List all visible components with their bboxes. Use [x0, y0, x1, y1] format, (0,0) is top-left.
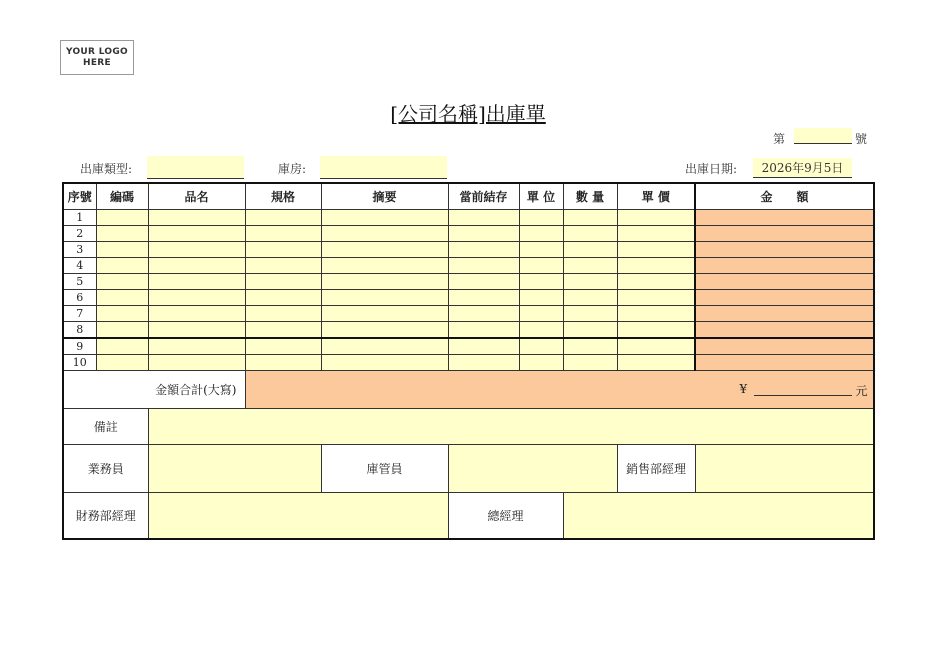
cell-unit[interactable] [519, 306, 563, 322]
cell-stock[interactable] [448, 226, 519, 242]
cell-spec[interactable] [245, 242, 321, 258]
cell-unit[interactable] [519, 355, 563, 371]
cell-amount[interactable] [695, 242, 874, 258]
cell-unit[interactable] [519, 338, 563, 355]
gm-label: 總經理 [448, 493, 563, 540]
cell-qty[interactable] [563, 306, 617, 322]
table-row [63, 290, 874, 306]
keeper-sign-field[interactable] [448, 445, 617, 493]
cell-summary[interactable] [321, 290, 448, 306]
cell-price[interactable] [617, 290, 695, 306]
row-number: 4 [63, 258, 96, 274]
cell-unit[interactable] [519, 258, 563, 274]
col-stock: 當前結存 [448, 183, 519, 210]
cell-spec[interactable] [245, 355, 321, 371]
table-row [63, 242, 874, 258]
cell-summary[interactable] [321, 355, 448, 371]
warehouse-field[interactable] [320, 156, 447, 179]
cell-qty[interactable] [563, 290, 617, 306]
cell-amount[interactable] [695, 226, 874, 242]
cell-summary[interactable] [321, 226, 448, 242]
cell-code[interactable] [96, 258, 148, 274]
cell-code[interactable] [96, 274, 148, 290]
cell-qty[interactable] [563, 322, 617, 339]
cell-name[interactable] [148, 274, 245, 290]
signature-row-1 [63, 445, 874, 493]
cell-price[interactable] [617, 242, 695, 258]
cell-summary[interactable] [321, 338, 448, 355]
cell-code[interactable] [96, 338, 148, 355]
logo-placeholder: YOUR LOGO HERE [60, 40, 134, 75]
cell-amount[interactable] [695, 258, 874, 274]
cell-qty[interactable] [563, 242, 617, 258]
cell-spec[interactable] [245, 258, 321, 274]
cell-amount[interactable] [695, 306, 874, 322]
cell-qty[interactable] [563, 274, 617, 290]
cell-price[interactable] [617, 226, 695, 242]
signature-row-2 [63, 493, 874, 540]
cell-spec[interactable] [245, 338, 321, 355]
cell-unit[interactable] [519, 210, 563, 226]
page-title: [公司名稱]出庫單 [390, 102, 546, 126]
row-number: 1 [63, 210, 96, 226]
col-summary: 摘要 [321, 183, 448, 210]
col-spec: 規格 [245, 183, 321, 210]
cell-spec[interactable] [245, 274, 321, 290]
cell-unit[interactable] [519, 274, 563, 290]
gm-sign-field[interactable] [563, 493, 874, 540]
cell-name[interactable] [148, 210, 245, 226]
cell-stock[interactable] [448, 274, 519, 290]
table-row [63, 322, 874, 339]
col-price: 單 價 [617, 183, 695, 210]
cell-code[interactable] [96, 290, 148, 306]
finance-manager-sign-field[interactable] [148, 493, 448, 540]
cell-unit[interactable] [519, 242, 563, 258]
remark-label: 備註 [63, 409, 148, 445]
cell-stock[interactable] [448, 210, 519, 226]
col-seq: 序號 [63, 183, 96, 210]
cell-price[interactable] [617, 258, 695, 274]
cell-name[interactable] [148, 242, 245, 258]
cell-stock[interactable] [448, 338, 519, 355]
sales-manager-sign-field[interactable] [695, 445, 874, 493]
col-code: 編碼 [96, 183, 148, 210]
cell-spec[interactable] [245, 210, 321, 226]
cell-price[interactable] [617, 338, 695, 355]
cell-amount[interactable] [695, 322, 874, 339]
cell-name[interactable] [148, 258, 245, 274]
number-prefix: 第 [773, 132, 786, 146]
cell-name[interactable] [148, 355, 245, 371]
cell-code[interactable] [96, 355, 148, 371]
total-label: 金額合計(大寫) [63, 371, 245, 409]
row-number: 5 [63, 274, 96, 290]
cell-price[interactable] [617, 306, 695, 322]
table-row [63, 226, 874, 242]
cell-spec[interactable] [245, 306, 321, 322]
table-row [63, 306, 874, 322]
col-name: 品名 [148, 183, 245, 210]
cell-code[interactable] [96, 322, 148, 339]
cell-spec[interactable] [245, 226, 321, 242]
table-row [63, 274, 874, 290]
total-amount-line [754, 395, 852, 396]
col-qty: 數 量 [563, 183, 617, 210]
cell-amount[interactable] [695, 210, 874, 226]
cell-name[interactable] [148, 290, 245, 306]
cell-stock[interactable] [448, 290, 519, 306]
total-amount-field[interactable] [245, 371, 874, 409]
cell-stock[interactable] [448, 322, 519, 339]
cell-qty[interactable] [563, 210, 617, 226]
cell-stock[interactable] [448, 355, 519, 371]
sales-label: 業務員 [63, 445, 148, 493]
cell-code[interactable] [96, 226, 148, 242]
cell-unit[interactable] [519, 322, 563, 339]
row-number: 6 [63, 290, 96, 306]
cell-summary[interactable] [321, 306, 448, 322]
cell-amount[interactable] [695, 290, 874, 306]
number-field[interactable] [794, 128, 852, 144]
cell-spec[interactable] [245, 290, 321, 306]
row-number: 10 [63, 355, 96, 371]
cell-amount[interactable] [695, 274, 874, 290]
total-row [63, 371, 874, 409]
table-row [63, 355, 874, 371]
table-row [63, 210, 874, 226]
cell-summary[interactable] [321, 258, 448, 274]
cell-amount[interactable] [695, 338, 874, 355]
warehouse-label: 庫房: [278, 162, 307, 176]
row-number: 3 [63, 242, 96, 258]
cell-code[interactable] [96, 210, 148, 226]
cell-name[interactable] [148, 322, 245, 339]
cell-stock[interactable] [448, 306, 519, 322]
col-unit: 單 位 [519, 183, 563, 210]
cell-price[interactable] [617, 210, 695, 226]
cell-price[interactable] [617, 355, 695, 371]
cell-qty[interactable] [563, 355, 617, 371]
date-label: 出庫日期: [685, 162, 738, 176]
cell-stock[interactable] [448, 258, 519, 274]
row-number: 2 [63, 226, 96, 242]
keeper-label: 庫管員 [321, 445, 448, 493]
cell-spec[interactable] [245, 322, 321, 339]
cell-name[interactable] [148, 338, 245, 355]
cell-summary[interactable] [321, 210, 448, 226]
row-number: 8 [63, 322, 96, 339]
outbound-table [62, 182, 875, 540]
cell-stock[interactable] [448, 242, 519, 258]
cell-summary[interactable] [321, 274, 448, 290]
cell-unit[interactable] [519, 290, 563, 306]
number-suffix: 號 [855, 132, 868, 146]
type-field[interactable] [147, 156, 244, 179]
sales-sign-field[interactable] [148, 445, 321, 493]
table-header-row [63, 183, 874, 210]
remark-field[interactable] [148, 409, 874, 445]
cell-name[interactable] [148, 226, 245, 242]
table-row [63, 258, 874, 274]
cell-unit[interactable] [519, 226, 563, 242]
cell-code[interactable] [96, 242, 148, 258]
cell-code[interactable] [96, 306, 148, 322]
cell-name[interactable] [148, 306, 245, 322]
remark-row [63, 409, 874, 445]
currency-unit: 元 [855, 384, 868, 398]
currency-symbol: ¥ [739, 382, 748, 396]
cell-summary[interactable] [321, 322, 448, 339]
cell-qty[interactable] [563, 338, 617, 355]
col-amount: 金 額 [695, 183, 874, 210]
cell-price[interactable] [617, 274, 695, 290]
cell-amount[interactable] [695, 355, 874, 371]
row-number: 7 [63, 306, 96, 322]
cell-qty[interactable] [563, 258, 617, 274]
row-number: 9 [63, 338, 96, 355]
sales-manager-label: 銷售部經理 [617, 445, 695, 493]
finance-manager-label: 財務部經理 [63, 493, 148, 540]
cell-qty[interactable] [563, 226, 617, 242]
cell-price[interactable] [617, 322, 695, 339]
cell-summary[interactable] [321, 242, 448, 258]
table-row [63, 338, 874, 355]
date-field[interactable]: 2026年9月5日 [753, 158, 852, 178]
type-label: 出庫類型: [80, 162, 133, 176]
